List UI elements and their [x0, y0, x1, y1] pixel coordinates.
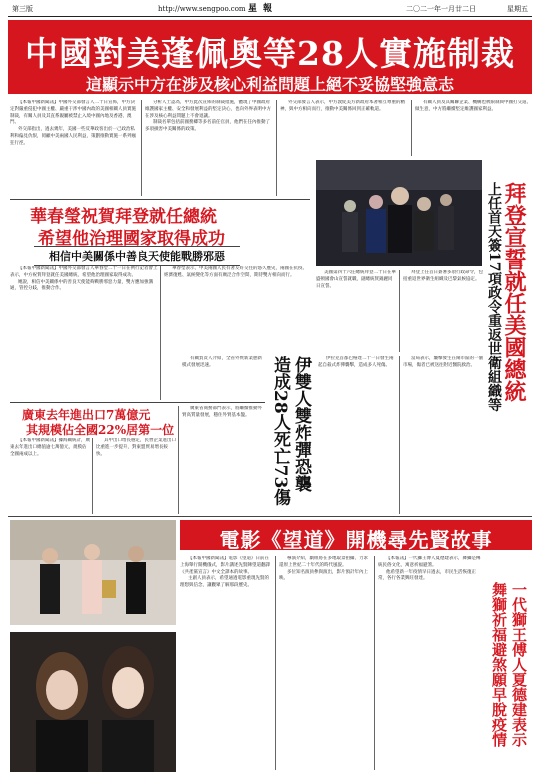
iraq-headline-line2: 造成28人死亡73傷: [270, 356, 290, 506]
site-url[interactable]: http://www.sengpoo.com: [158, 5, 246, 13]
film-launch-illustration: [10, 520, 176, 625]
lion-dance-headline-line2: 舞獅祈福避煞願早脫疫情: [490, 582, 508, 747]
article-body-text: 分析人士認為，中方此次宣佈的制裁措施，體現了中國政府維護國家主權、安全和發展利益的堅定決心，也向外界表明中方在涉及核心利益問題上不會退讓。 制裁名單包括前國務卿等多名前任官員，他們在任內推動了多項損害中美關係的政策。: [145, 100, 271, 133]
iraq-headline: [270, 356, 314, 506]
article-body-text: 當局表示，襲擊發生在鬧市區的一個市場，傷者已被送往附近醫院救治。: [403, 356, 483, 368]
column-rule: [178, 406, 179, 514]
issue-date: 二〇二一年一月廿二日: [406, 5, 476, 13]
article-body-text: 有關負責人介紹，全省外貿新業態新模式發展迅速。: [182, 356, 262, 368]
article-body-text: 美國第四十六任總統拜登二十日在華盛頓國會山宣誓就職，副總統賀錦麗同日宣誓。: [316, 270, 396, 289]
section-divider: [10, 199, 310, 200]
lion-dance-headline-line1: 一代獅王傅人夏德建表示: [510, 582, 528, 747]
biden-headline-main: 拜登宣誓就任美國總統: [501, 182, 527, 402]
film-headline: 電影《望道》開機尋先賢故事: [219, 528, 493, 552]
guangdong-headline-line2: 其規模佔全國22%居第一位: [26, 423, 175, 437]
article-body-text: 導演介紹，劇組將在多地取景拍攝，力求還原上世紀二十年代的時代風貌。 多位知名演員參與演出，影片預計年內上映。: [279, 556, 368, 582]
biden-headline: [488, 182, 530, 482]
section-divider: [10, 402, 265, 403]
actresses-illustration: [10, 632, 176, 772]
biden-headline-sub: 上任首天簽17項政令重返世衛組織等: [486, 182, 502, 412]
column-rule: [160, 266, 161, 400]
hua-headline-line1: 華春瑩祝賀拜登就任總統: [30, 207, 217, 227]
masthead: [8, 2, 532, 17]
article-body-text: 華春瑩表示，中美兩國人民有著友好交往的悠久歷史，兩國在抗疫、經濟復甦、氣候變化等方面有廣泛合作空間，期待雙方相向而行。: [164, 266, 307, 278]
main-subheadline: 這顯示中方在涉及核心利益問題上絕不妥協堅強意志: [85, 75, 454, 94]
main-headline-banner: [8, 20, 532, 94]
column-rule: [92, 438, 93, 514]
article-body-text: 伊拉克首都巴格達二十一日發生兩起自殺式炸彈襲擊，造成多人死傷。: [318, 356, 394, 368]
guangdong-headline-line1: 廣東去年進出口7萬億元: [22, 408, 151, 422]
lion-dance-headline: [488, 582, 530, 772]
article-body-text: 【本報中國新聞訊】電影《望道》日前在上海舉行開機儀式，影片講述先賢陳望道翻譯《共產黨宣言》中文全譯本的故事。 主創人員表示，希望通過電影重現先賢的理想與信念，讓觀眾了解那段歷史。: [180, 556, 270, 589]
section-divider: [8, 516, 532, 517]
main-headline: 中國對美蓬佩奧等28人實施制裁: [25, 34, 515, 73]
column-rule: [141, 100, 142, 196]
inauguration-photo: [316, 160, 482, 266]
article-body-text: 其中出口增長穩定，民營企業進出口比重進一步提升，對東盟貿易增長較快。: [96, 438, 176, 457]
iraq-headline-line1: 伊雙人雙炸彈恐襲: [291, 356, 311, 492]
column-rule: [399, 270, 400, 352]
hua-headline-line2: 希望他治理國家取得成功: [38, 229, 225, 249]
article-body-text: 【本報中國新聞訊】中國外交部發言人二十日宣佈，中方決定對嚴重侵犯中國主權、嚴重干涉中國內政的美國相關人員實施制裁，有關人員及其直系親屬被禁止入境中國內地及香港、澳門。 外交部指出，過去幾年，美國一些反華政客出於一己政治私利和偏見仇恨，罔顧中美兩國人民利益，策劃推動實施一系列瘋狂行徑。: [10, 100, 136, 146]
article-body-text: 拜登上任首日簽署多項行政命令，包括重返世界衛生組織及巴黎氣候協定。: [403, 270, 483, 282]
article-body-text: 【本報中國新聞訊】中國外交部發言人華春瑩二十一日在例行記者會上表示，中方祝賀拜登就任美國總統，希望他治理國家取得成功。 她說，相信中美關係中的善良天使能夠戰勝邪惡力量，雙方應加強溝通，管控分歧，推動合作。: [10, 266, 158, 292]
column-rule: [411, 100, 412, 156]
article-body-text: 廣東省商務部門表示，將繼續推動外貿高質量發展，穩住外貿基本盤。: [182, 406, 262, 418]
column-rule: [399, 356, 400, 514]
issue-weekday: 星期五: [507, 5, 528, 13]
hua-headline-line3: 相信中美關係中善良天使能戰勝邪惡: [34, 246, 240, 266]
column-rule: [276, 100, 277, 196]
article-body-text: 【本報訊】一代獅王傅人夏德建表示，舞獅是傳統民俗文化，寓意祈福避煞。 他希望新一年疫情早日過去，市民生活恢復正常，各行各業興旺發達。: [378, 556, 481, 582]
inauguration-illustration: [316, 160, 482, 266]
newspaper-name: 星報: [248, 4, 279, 14]
column-rule: [374, 556, 375, 770]
article-body-text: 【本報中國新聞訊】據海關統計，廣東去年進出口總值逾七萬億元，規模佔全國兩成以上。: [10, 438, 90, 457]
column-rule: [275, 556, 276, 770]
film-headline-banner: [180, 520, 532, 550]
page-number: 第三版: [12, 5, 33, 13]
article-body-text: 外交部發言人表示，中方敦促美方新政府本著相互尊重的精神，與中方相向而行，推動中美關係回到正確軌道。: [280, 100, 405, 112]
film-launch-photo: [10, 520, 176, 625]
article-body-text: 有關人員及其關聯企業、機構也被限制與中國打交道、做生意，中方將繼續堅定維護國家利益。: [415, 100, 531, 112]
actresses-photo: [10, 632, 176, 772]
